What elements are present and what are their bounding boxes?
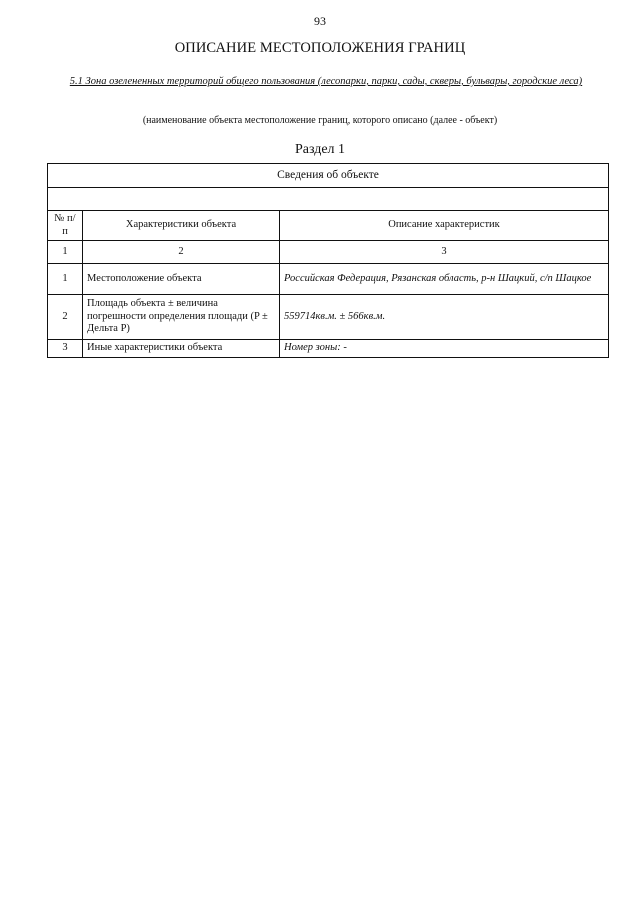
column-index-3: 3 <box>280 241 609 264</box>
zone-caption: (наименование объекта местоположение границ, которого описано (далее - объект) <box>142 115 498 126</box>
section-title: Раздел 1 <box>294 142 346 157</box>
header-description: Описание характеристик <box>280 211 609 241</box>
table-row <box>48 264 609 295</box>
row-number: 3 <box>48 340 83 358</box>
header-number: № п/п <box>48 211 83 241</box>
row-description: Российская Федерация, Рязанская область, р-н Шацкий, с/п Шацкое <box>280 264 609 295</box>
row-number: 1 <box>48 264 83 295</box>
header-characteristic: Характеристики объекта <box>83 211 280 241</box>
column-index-row <box>48 241 609 264</box>
table-title-row <box>48 164 609 188</box>
empty-cell <box>48 188 609 211</box>
row-characteristic: Иные характеристики объекта <box>83 340 280 358</box>
table-title: Сведения об объекте <box>48 164 609 188</box>
row-number: 2 <box>48 295 83 340</box>
row-characteristic: Площадь объекта ± величина погрешности определения площади (P ± Дельта P) <box>83 295 280 340</box>
table-empty-row <box>48 188 609 211</box>
column-index-1: 1 <box>48 241 83 264</box>
column-index-2: 2 <box>83 241 280 264</box>
zone-name: 5.1 Зона озелененных территорий общего пользования (лесопарки, парки, сады, скверы, бульвары, городские леса) <box>69 76 583 87</box>
document-title: ОПИСАНИЕ МЕСТОПОЛОЖЕНИЯ ГРАНИЦ <box>174 40 466 56</box>
table-row <box>48 295 609 340</box>
row-description: 559714кв.м. ± 566кв.м. <box>280 295 609 340</box>
row-characteristic: Местоположение объекта <box>83 264 280 295</box>
table-row <box>48 340 609 358</box>
table-header-row <box>48 211 609 241</box>
object-info-table <box>47 163 609 358</box>
row-description: Номер зоны: - <box>280 340 609 358</box>
page-number: 93 <box>314 14 326 28</box>
